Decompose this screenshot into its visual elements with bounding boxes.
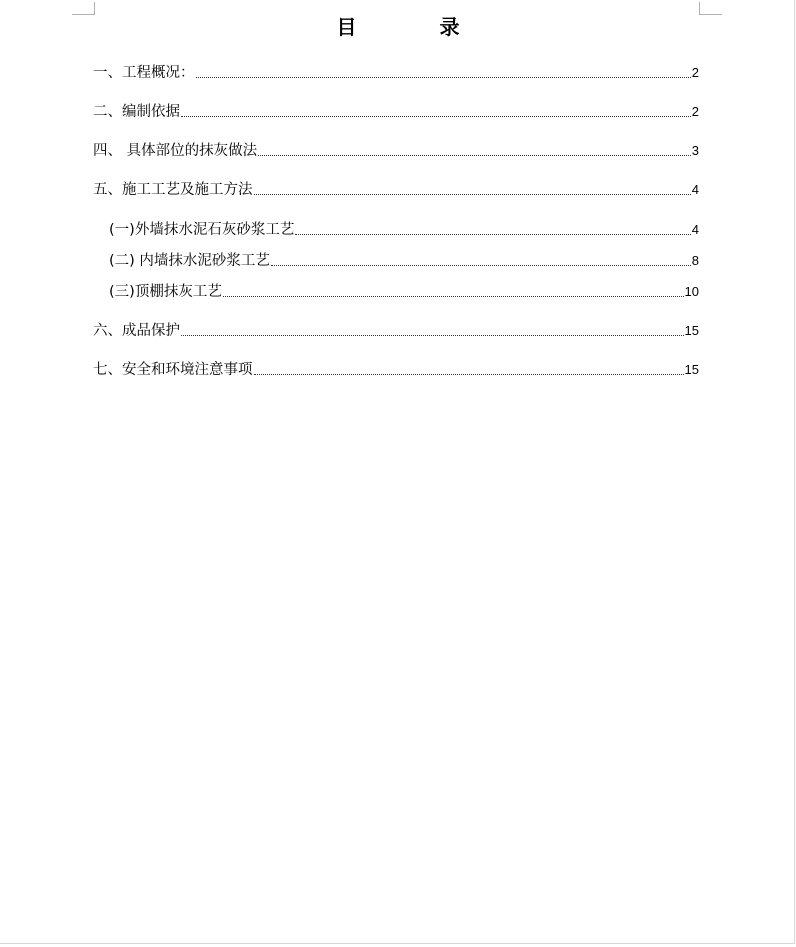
toc-entry-text: 四、 具体部位的抹灰做法 xyxy=(93,143,258,159)
toc-entry-text: 二、编制依据 xyxy=(93,104,180,120)
toc-entry-text: 六、成品保护 xyxy=(93,323,180,339)
toc-leader-dots xyxy=(295,233,690,235)
toc-subentry[interactable] xyxy=(109,282,699,302)
toc-leader-dots xyxy=(181,115,691,117)
toc-entry-page: 4 xyxy=(691,222,699,237)
toc-entry[interactable] xyxy=(93,141,699,161)
toc-leader-dots xyxy=(271,264,691,266)
toc-entry-text: 一、工程概况： xyxy=(93,65,195,81)
toc-entry[interactable] xyxy=(93,63,699,83)
toc-entry[interactable] xyxy=(93,360,699,380)
toc-leader-dots xyxy=(254,373,684,375)
toc-leader-dots xyxy=(254,193,691,195)
toc-entry-text: 五、施工工艺及施工方法 xyxy=(93,182,253,198)
toc-leader-dots xyxy=(181,334,684,336)
toc-entry[interactable] xyxy=(93,102,699,122)
toc-entry-page: 8 xyxy=(691,253,699,268)
toc-entry-page: 15 xyxy=(684,323,699,338)
toc-entry-text: (三)顶棚抹灰工艺 xyxy=(109,284,222,300)
toc-entry-page: 2 xyxy=(691,65,699,80)
toc-leader-dots xyxy=(223,295,684,297)
toc-entry[interactable] xyxy=(93,321,699,341)
toc-entry-text: (二) 内墙抹水泥砂浆工艺 xyxy=(109,253,270,269)
toc-subentry[interactable] xyxy=(109,220,699,240)
toc-entry-page: 4 xyxy=(691,182,699,197)
toc-entry-page: 3 xyxy=(691,143,699,158)
toc-entry-text: 七、安全和环境注意事项 xyxy=(93,362,253,378)
toc-entry[interactable] xyxy=(93,180,699,200)
toc-title: 目 录 xyxy=(336,15,498,39)
toc-entry-text: (一)外墙抹水泥石灰砂浆工艺 xyxy=(109,222,295,238)
toc-entry-page: 15 xyxy=(684,362,699,377)
toc-leader-dots xyxy=(258,154,691,156)
toc-subentry[interactable] xyxy=(109,251,699,271)
toc-entry-page: 10 xyxy=(684,284,699,299)
table-of-contents xyxy=(93,0,699,400)
toc-leader-dots xyxy=(196,76,691,78)
toc-entry-page: 2 xyxy=(691,104,699,119)
